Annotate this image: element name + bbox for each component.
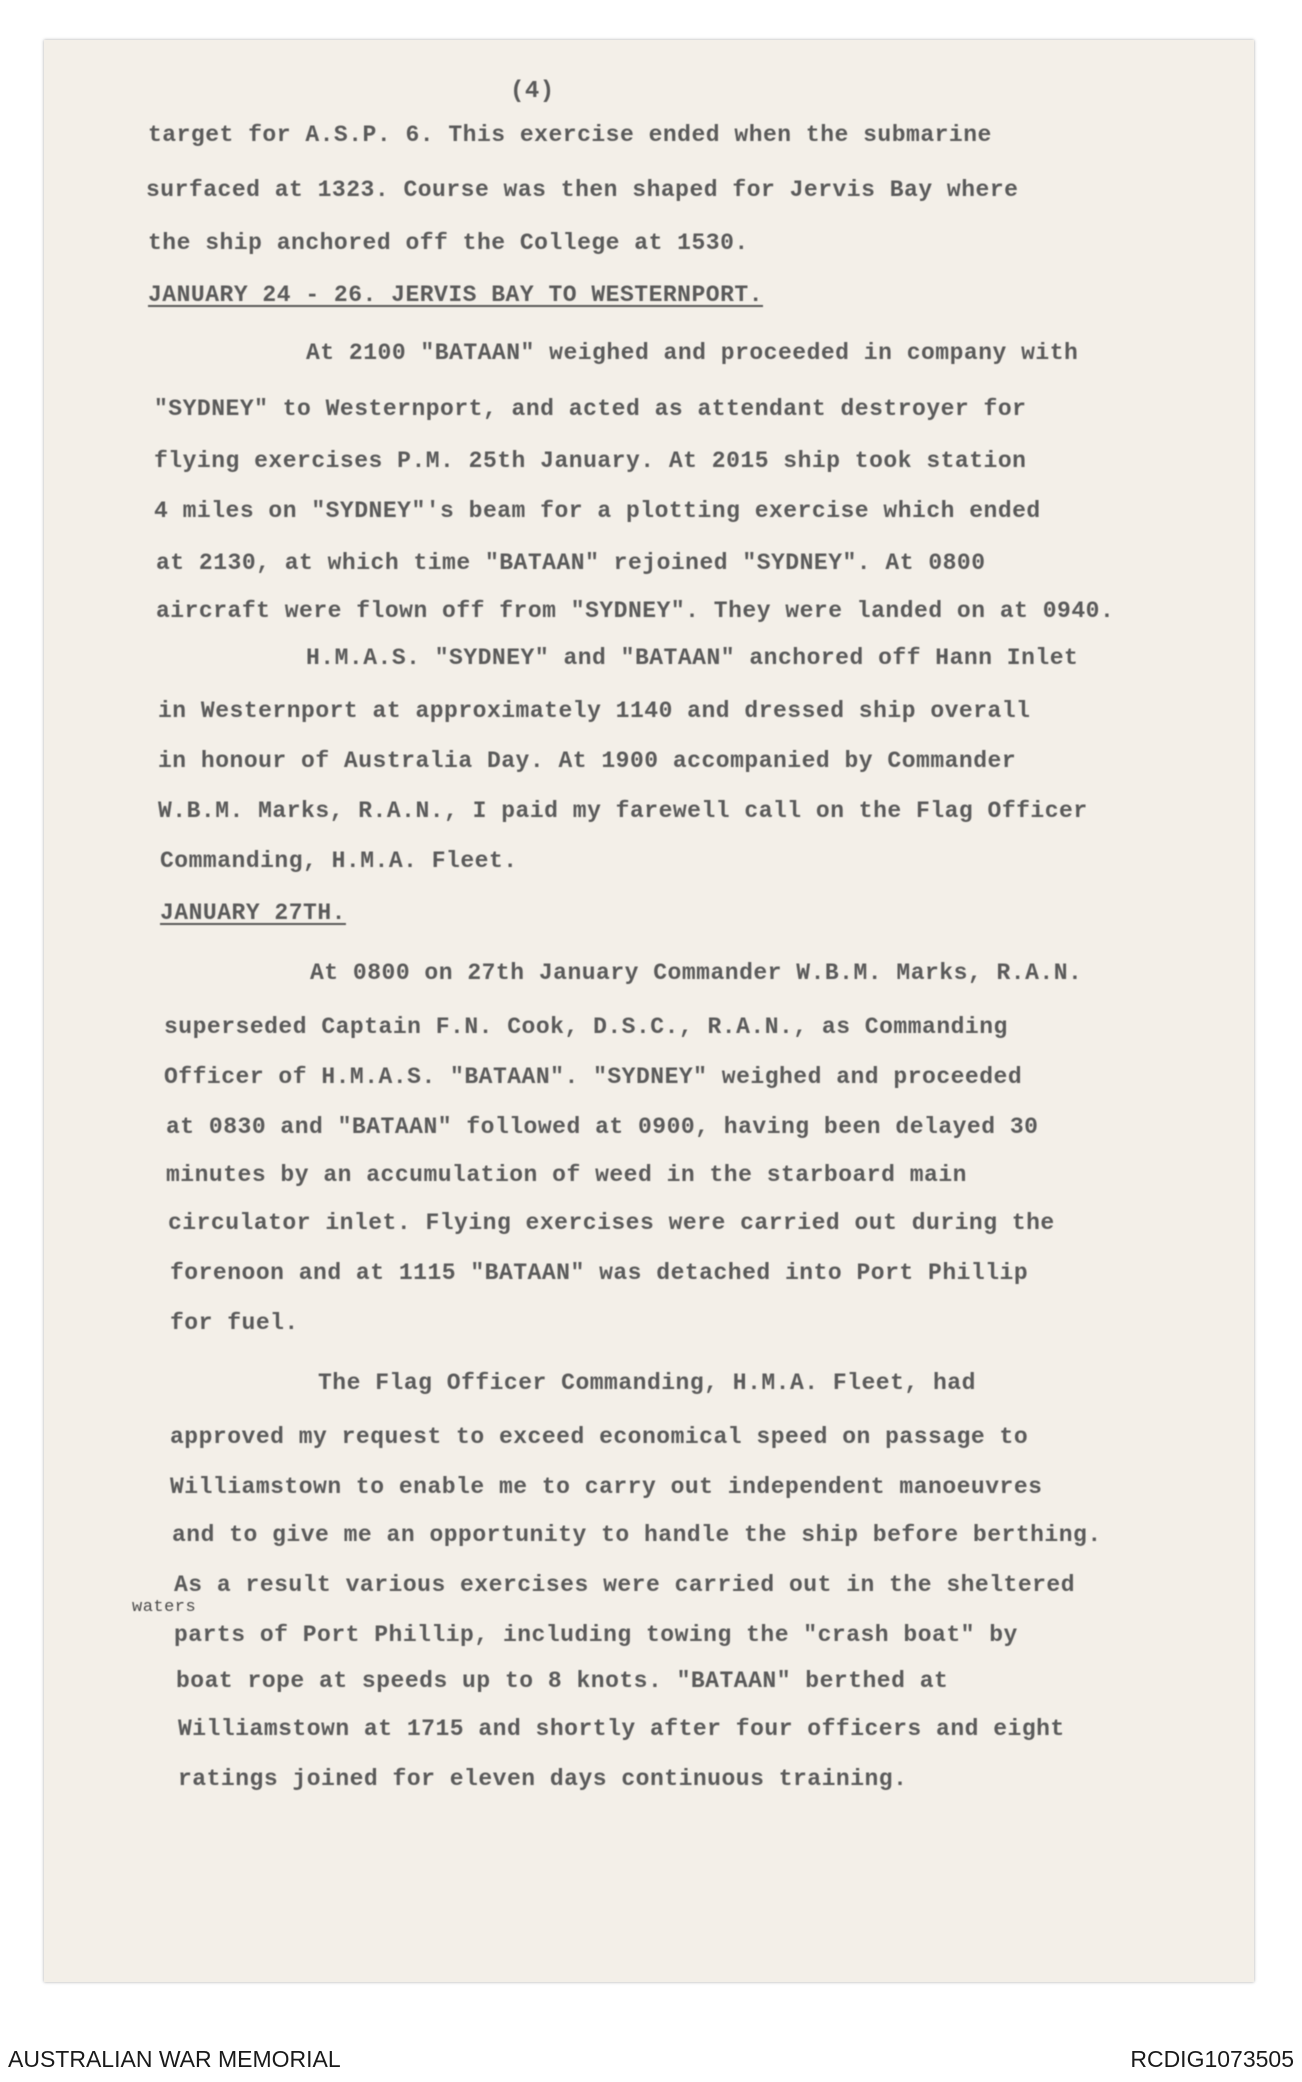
text-line: target for A.S.P. 6. This exercise ended when the submarine — [148, 122, 992, 148]
text-line: Commanding, H.M.A. Fleet. — [160, 848, 518, 874]
text-line: circulator inlet. Flying exercises were carried out during the — [168, 1210, 1055, 1236]
text-line: flying exercises P.M. 25th January. At 2015 ship took station — [154, 448, 1027, 474]
text-line: the ship anchored off the College at 1530. — [148, 230, 749, 256]
text-line: 4 miles on "SYDNEY"'s beam for a plotting exercise which ended — [154, 498, 1041, 524]
text-line: "SYDNEY" to Westernport, and acted as attendant destroyer for — [154, 396, 1027, 422]
text-line: At 2100 "BATAAN" weighed and proceeded in company with — [306, 340, 1079, 366]
text-line: at 2130, at which time "BATAAN" rejoined "SYDNEY". At 0800 — [156, 550, 986, 576]
text-line: superseded Captain F.N. Cook, D.S.C., R.A.N., as Commanding — [164, 1014, 1008, 1040]
text-line: The Flag Officer Commanding, H.M.A. Fleet, had — [318, 1370, 976, 1396]
text-line: for fuel. — [170, 1310, 299, 1336]
text-line: Williamstown to enable me to carry out independent manoeuvres — [170, 1474, 1043, 1500]
text-line: minutes by an accumulation of weed in the starboard main — [166, 1162, 967, 1188]
text-line: surfaced at 1323. Course was then shaped for Jervis Bay where — [146, 177, 1019, 203]
text-line: Williamstown at 1715 and shortly after four officers and eight — [178, 1716, 1065, 1742]
archive-credit: AUSTRALIAN WAR MEMORIAL — [8, 2046, 341, 2072]
text-line: At 0800 on 27th January Commander W.B.M. Marks, R.A.N. — [310, 960, 1083, 986]
text-line: and to give me an opportunity to handle the ship before berthing. — [172, 1522, 1102, 1548]
page-number: (4) — [510, 78, 555, 105]
text-line: in Westernport at approximately 1140 and dressed ship overall — [158, 698, 1031, 724]
text-line: As a result various exercises were carried out in the sheltered — [174, 1572, 1076, 1598]
text-line: boat rope at speeds up to 8 knots. "BATAAN" berthed at — [176, 1668, 949, 1694]
text-line: ratings joined for eleven days continuous training. — [178, 1766, 908, 1792]
text-line: aircraft were flown off from "SYDNEY". They were landed on at 0940. — [156, 598, 1115, 624]
text-line: at 0830 and "BATAAN" followed at 0900, having been delayed 30 — [166, 1114, 1039, 1140]
text-line: forenoon and at 1115 "BATAAN" was detached into Port Phillip — [170, 1260, 1029, 1286]
section-heading: JANUARY 24 - 26. JERVIS BAY TO WESTERNPORT. — [148, 282, 763, 308]
archive-id: RCDIG1073505 — [1130, 2046, 1294, 2072]
text-line: Officer of H.M.A.S. "BATAAN". "SYDNEY" weighed and proceeded — [164, 1064, 1023, 1090]
text-line: in honour of Australia Day. At 1900 accompanied by Commander — [158, 748, 1017, 774]
text-line: W.B.M. Marks, R.A.N., I paid my farewell call on the Flag Officer — [158, 798, 1088, 824]
text-line: H.M.A.S. "SYDNEY" and "BATAAN" anchored off Hann Inlet — [306, 645, 1079, 671]
handwritten-correction: waters — [132, 1598, 197, 1617]
text-line: approved my request to exceed economical speed on passage to — [170, 1424, 1029, 1450]
section-heading: JANUARY 27TH. — [160, 900, 346, 926]
text-line: parts of Port Phillip, including towing the "crash boat" by — [174, 1622, 1018, 1648]
